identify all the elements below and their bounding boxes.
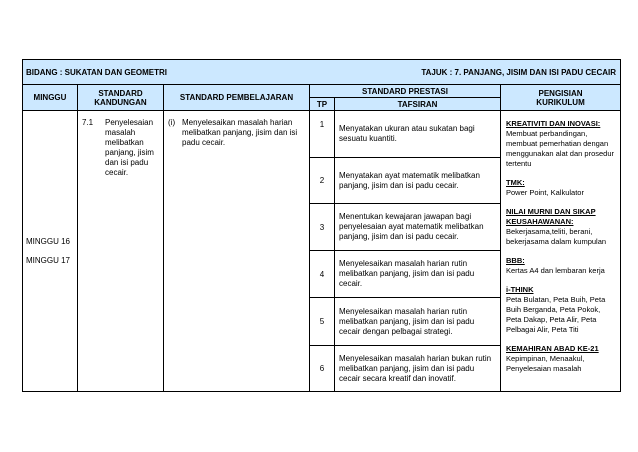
tp-cell: 1: [310, 111, 335, 158]
pengisian-header-line1: PENGISIAN: [538, 88, 583, 98]
pengisian-section-title: KEMAHIRAN ABAD KE-21: [506, 344, 599, 353]
standard-pembelajaran-text: Menyelesaikan masalah harian melibatkan panjang, jisim dan isi padu cecair.: [182, 118, 298, 147]
pengisian-section-title: i-THINK: [506, 285, 534, 294]
header-row: [23, 85, 621, 98]
pengisian-cell: [501, 111, 621, 392]
pengisian-section: [506, 119, 617, 169]
minggu-item: MINGGU 16: [26, 237, 71, 246]
pengisian-section-body: Bekerjasama,teliti, berani, bekerjasama dalam kumpulan: [506, 227, 607, 246]
pengisian-section-body: Power Point, Kalkulator: [506, 188, 584, 197]
tafsiran-header: TAFSIRAN: [335, 98, 501, 111]
standard-kandungan-cell: [78, 111, 164, 392]
standard-pembelajaran-cell: [164, 111, 310, 392]
title-cell: [23, 60, 621, 85]
tp-cell: 5: [310, 298, 335, 346]
tafsiran-cell: Menyatakan ayat matematik melibatkan panjang, jisim dan isi padu cecair.: [335, 158, 501, 204]
standard-pembelajaran-header: STANDARD PEMBELAJARAN: [164, 85, 310, 111]
pengisian-section-body: Kepimpinan, Menaakul, Penyelesaian masalah: [506, 354, 585, 373]
pengisian-section-body: Membuat perbandingan, membuat pemerhatian dengan menggunakan alat dan prosedur tertentu: [506, 129, 614, 168]
tafsiran-cell: Menyelesaikan masalah harian rutin melibatkan panjang, jisim dan isi padu cecair.: [335, 251, 501, 298]
table-row: [23, 111, 621, 158]
standard-prestasi-header: STANDARD PRESTASI: [310, 85, 501, 98]
rpt-table: [22, 59, 621, 392]
standard-kandungan-header-line1: STANDARD: [98, 88, 143, 98]
pengisian-section: [506, 178, 617, 198]
tafsiran-cell: Menyelesaikan masalah harian bukan rutin melibatkan panjang, jisim dan isi padu cecair secara kreatif dan inovatif.: [335, 346, 501, 392]
pengisian-header: [501, 85, 621, 111]
pengisian-section: [506, 256, 617, 276]
standard-kandungan-number: 7.1: [82, 118, 94, 127]
standard-kandungan-header: [78, 85, 164, 111]
tafsiran-cell: Menyelesaikan masalah harian rutin melibatkan panjang, jisim dan isi padu cecair dengan pelbagai strategi.: [335, 298, 501, 346]
pengisian-header-line2: KURIKULUM: [536, 97, 585, 107]
tp-header: TP: [310, 98, 335, 111]
tafsiran-cell: Menentukan kewajaran jawapan bagi penyelesaian ayat matematik melibatkan panjang, jisim dan isi padu cecair.: [335, 204, 501, 251]
tafsiran-cell: Menyatakan ukuran atau sukatan bagi sesuatu kuantiti.: [335, 111, 501, 158]
pengisian-section-title: TMK:: [506, 178, 525, 187]
standard-pembelajaran-number: (i): [168, 118, 176, 127]
pengisian-section: [506, 344, 617, 374]
tp-cell: 6: [310, 346, 335, 392]
minggu-header: MINGGU: [23, 85, 78, 111]
minggu-list: [26, 232, 70, 270]
pengisian-section-title: NILAI MURNI DAN SIKAP KEUSAHAWANAN:: [506, 207, 596, 226]
pengisian-section-title: BBB:: [506, 256, 525, 265]
tp-cell: 3: [310, 204, 335, 251]
tajuk-label: TAJUK : 7. PANJANG, JISIM DAN ISI PADU CECAIR: [421, 67, 617, 77]
minggu-cell: [23, 111, 78, 392]
bidang-label: BIDANG : SUKATAN DAN GEOMETRI: [26, 67, 168, 77]
pengisian-section: [506, 207, 617, 247]
minggu-item: MINGGU 17: [26, 256, 71, 265]
title-row: [23, 60, 621, 85]
pengisian-section-body: Kertas A4 dan lembaran kerja: [506, 266, 605, 275]
standard-kandungan-header-line2: KANDUNGAN: [94, 97, 147, 107]
pengisian-section: [506, 285, 617, 335]
tp-cell: 4: [310, 251, 335, 298]
pengisian-section-title: KREATIVITI DAN INOVASI:: [506, 119, 601, 128]
tp-cell: 2: [310, 158, 335, 204]
pengisian-section-body: Peta Bulatan, Peta Buih, Peta Buih Berganda, Peta Pokok, Peta Dakap, Peta Alir, Peta Pelbagai Alir, Peta Titi: [506, 295, 606, 334]
standard-kandungan-text: Penyelesaian masalah melibatkan panjang, jisim dan isi padu cecair.: [105, 118, 154, 177]
